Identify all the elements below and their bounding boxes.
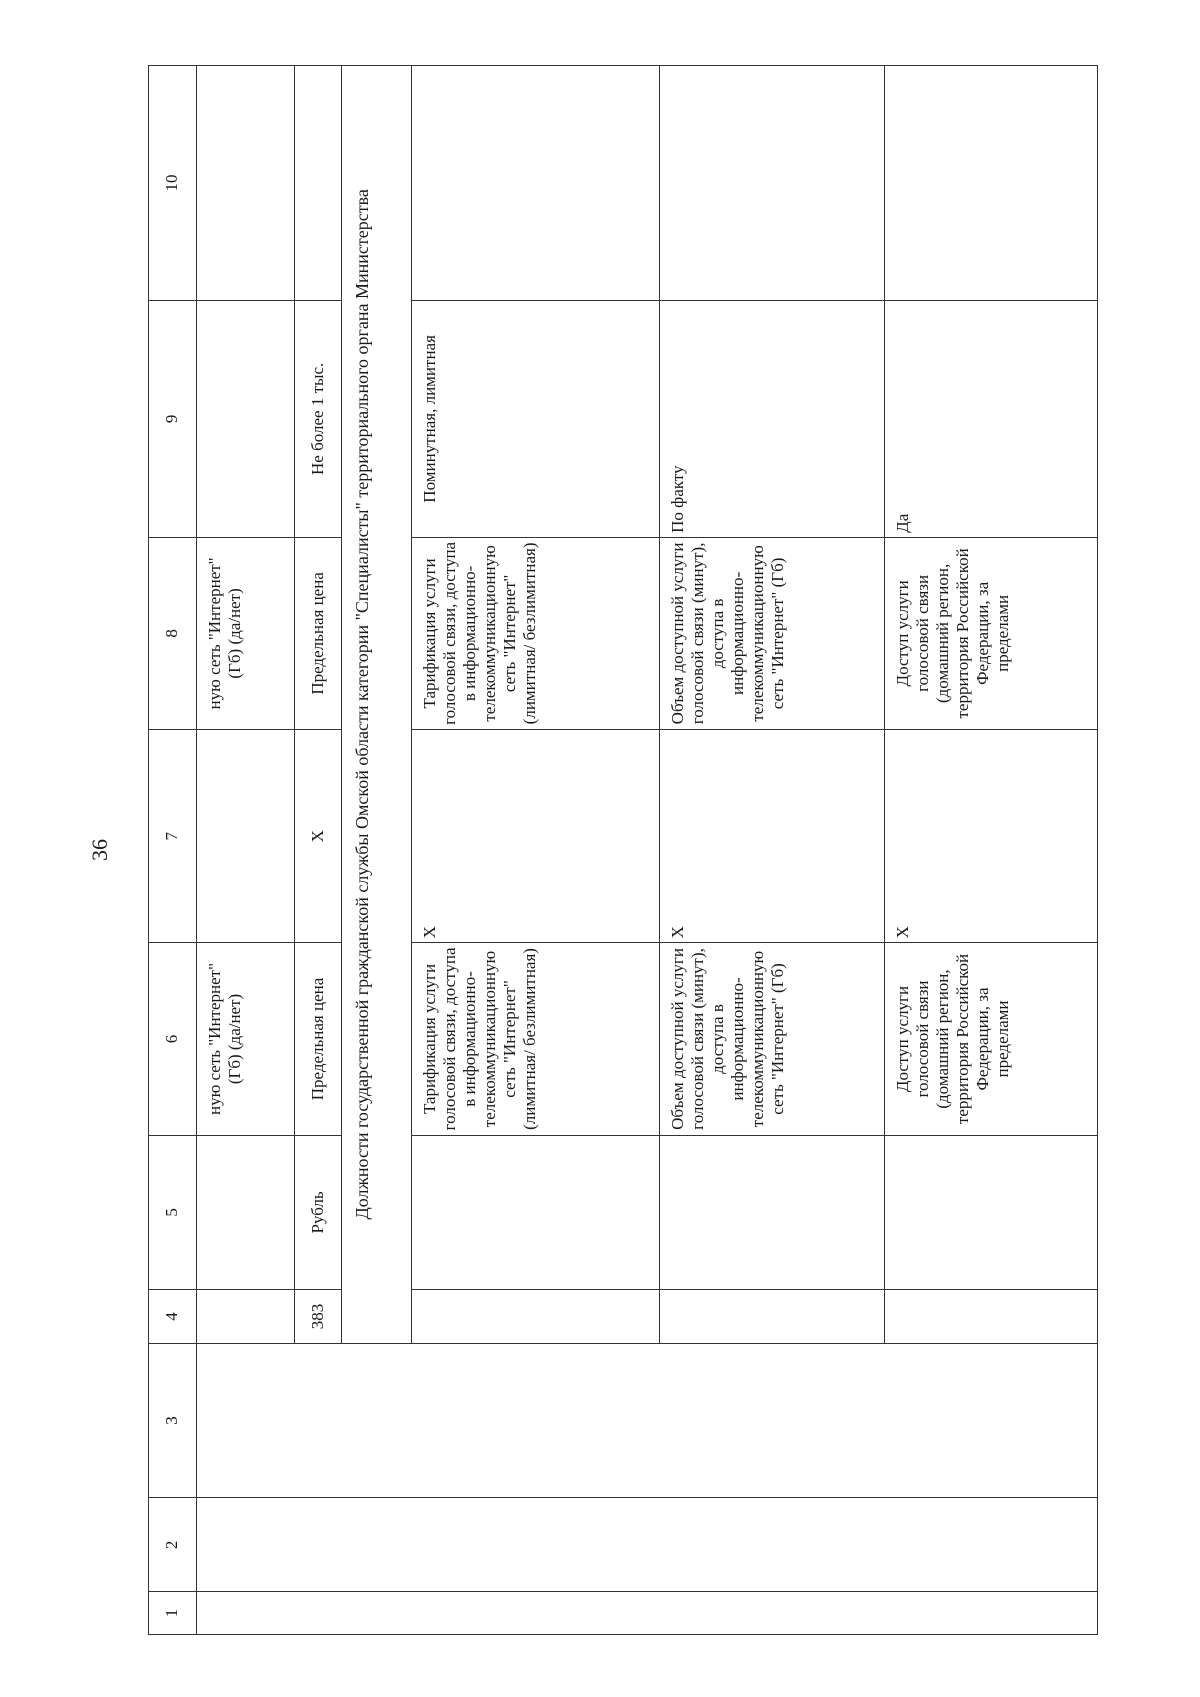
cell-c10 [196, 66, 294, 301]
cell-c4 [411, 1290, 659, 1343]
cell-c8: Объем доступной услуги голосовой связи (минут), доступа в информационно-телекоммуникационную сеть "Интернет" (Гб) [659, 537, 885, 729]
header-cell-9: 9 [149, 300, 197, 537]
cell-c7: Х [885, 729, 1098, 942]
table-row [196, 66, 294, 1635]
cell-c9: Да [885, 300, 1098, 537]
cell-c4 [885, 1290, 1098, 1343]
cell-c6: Объем доступной услуги голосовой связи (минут), доступа в информационно-телекоммуникационную сеть "Интернет" (Гб) [659, 943, 885, 1135]
requirements-table [148, 65, 1098, 1635]
cell-c10 [885, 66, 1098, 301]
cell-c9: Поминутная, лимитная [411, 300, 659, 537]
cell-c5 [196, 1135, 294, 1290]
cell-c8: Предельная цена [294, 537, 341, 729]
cell-c10 [294, 66, 341, 301]
category-span-cell: Должности государственной гражданской службы Омской области категории "Специалисты" территориального органа Министерства [341, 66, 411, 1344]
page-number: 36 [87, 839, 112, 861]
cell-c6: Доступ услуги голосовой связи (домашний регион, территория Российской Федерации, за пределами [885, 943, 1098, 1135]
cell-c3 [196, 1343, 1097, 1498]
cell-c8: Тарификация услуги голосовой связи, доступа в информационно-телекоммуникационную сеть "Интернет" (лимитная/ безлимитная) [411, 537, 659, 729]
header-cell-6: 6 [149, 943, 197, 1135]
cell-c4 [659, 1290, 885, 1343]
cell-c9: По факту [659, 300, 885, 537]
header-cell-7: 7 [149, 729, 197, 942]
cell-c5 [659, 1135, 885, 1290]
header-cell-4: 4 [149, 1290, 197, 1343]
cell-c2 [196, 1498, 1097, 1592]
cell-c6: Предельная цена [294, 943, 341, 1135]
cell-c9: Не более 1 тыс. [294, 300, 341, 537]
header-row [149, 66, 197, 1635]
header-cell-1: 1 [149, 1592, 197, 1635]
cell-c9 [196, 300, 294, 537]
cell-c5 [885, 1135, 1098, 1290]
cell-c5 [411, 1135, 659, 1290]
cell-c7: Х [659, 729, 885, 942]
cell-c4 [196, 1290, 294, 1343]
cell-c5: Рубль [294, 1135, 341, 1290]
cell-c10 [659, 66, 885, 301]
cell-c7: Х [411, 729, 659, 942]
header-cell-8: 8 [149, 537, 197, 729]
header-cell-5: 5 [149, 1135, 197, 1290]
cell-c6: ную сеть "Интернет" (Гб) (да/нет) [196, 943, 294, 1135]
cell-c7: Х [294, 729, 341, 942]
cell-c8: ную сеть "Интернет" (Гб) (да/нет) [196, 537, 294, 729]
rotated-table-wrapper [148, 65, 1098, 1635]
cell-c8: Доступ услуги голосовой связи (домашний регион, территория Российской Федерации, за пределами [885, 537, 1098, 729]
cell-c10 [411, 66, 659, 301]
cell-c6: Тарификация услуги голосовой связи, доступа в информационно-телекоммуникационную сеть "Интернет" (лимитная/ безлимитная) [411, 943, 659, 1135]
cell-c1 [196, 1592, 1097, 1635]
header-cell-2: 2 [149, 1498, 197, 1592]
cell-c4: 383 [294, 1290, 341, 1343]
header-cell-3: 3 [149, 1343, 197, 1498]
cell-c7 [196, 729, 294, 942]
header-cell-10: 10 [149, 66, 197, 301]
